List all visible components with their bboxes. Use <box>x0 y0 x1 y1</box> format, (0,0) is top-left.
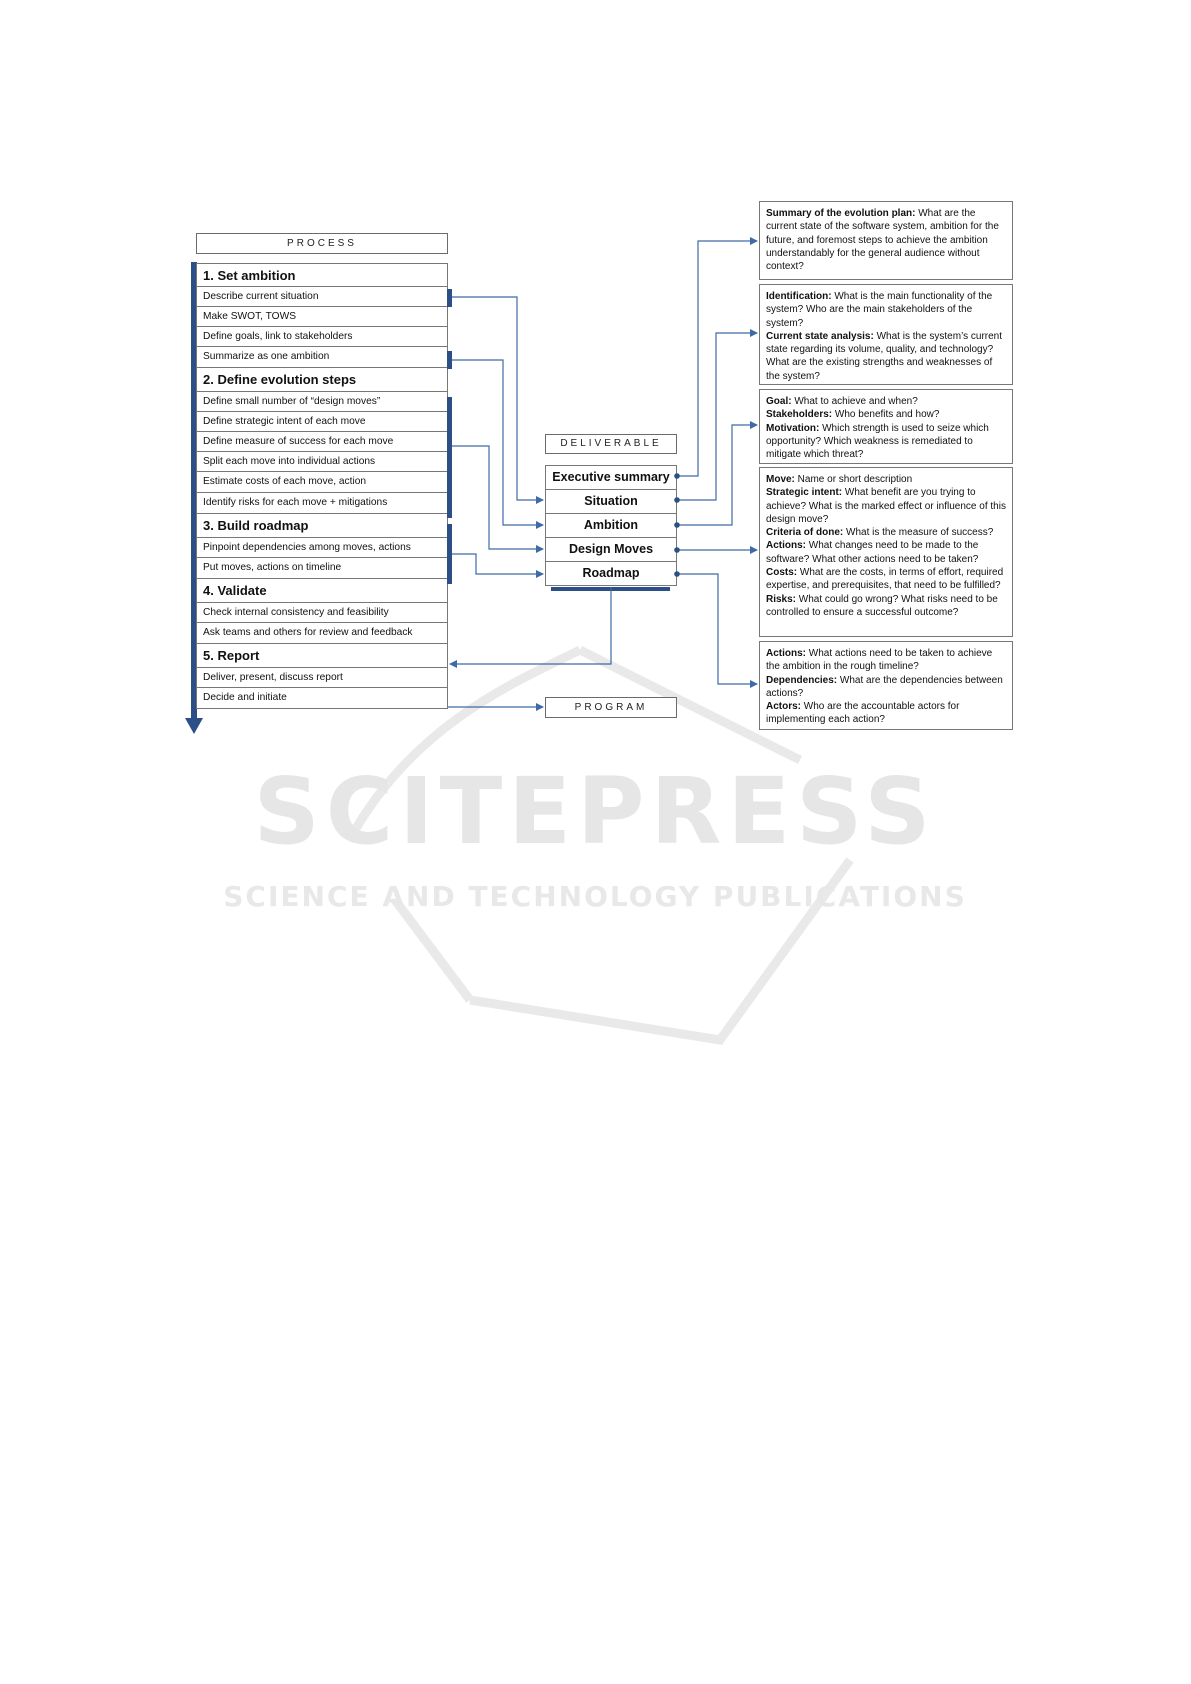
process-timeline-arrowhead <box>185 718 203 734</box>
description-label: Move: <box>766 474 795 485</box>
description-label: Summary of the evolution plan: <box>766 208 916 219</box>
deliverable-description-box <box>759 284 1013 385</box>
process-task: Define small number of “design moves” <box>196 392 448 412</box>
process-task: Define strategic intent of each move <box>196 412 448 432</box>
description-label: Dependencies: <box>766 674 838 686</box>
process-task: Put moves, actions on timeline <box>196 558 448 579</box>
description-label: Strategic intent: <box>766 487 843 499</box>
description-entry <box>766 290 1006 330</box>
link-ambition-desc <box>677 425 757 525</box>
description-label: Actors: <box>766 701 802 713</box>
process-task: Define measure of success for each move <box>196 432 448 452</box>
description-text: What is the main functionality of the system? Who are the main stakeholders of the system? <box>766 291 993 329</box>
description-label: Motivation: <box>766 422 820 434</box>
description-text: What are the costs, in terms of effort, required expertise, and prerequisites, that need to be fulfilled? <box>766 567 1004 592</box>
group-bar-situation <box>447 289 452 307</box>
description-text: Who are the accountable actors for implementing each action? <box>766 701 960 726</box>
link-roadmap-desc <box>677 574 757 684</box>
process-task: Identify risks for each move + mitigations <box>196 493 448 514</box>
description-label: Costs: <box>766 567 798 579</box>
description-text: Which strength is used to seize which opportunity? Which weakness is remediated to mitigate which threat? <box>766 422 989 461</box>
deliverable-description-box <box>759 467 1013 637</box>
link-roadmap-a <box>452 554 543 574</box>
description-label: Actions: <box>766 540 806 552</box>
deliverable-header <box>545 434 677 454</box>
process-step-heading: 1. Set ambition <box>196 263 448 287</box>
description-entry <box>766 473 1006 486</box>
deliverable-description-box <box>759 389 1013 464</box>
description-entry <box>766 539 1006 566</box>
deliverable-item: Design Moves <box>545 538 677 562</box>
process-task: Describe current situation <box>196 287 448 307</box>
deliverable-item: Roadmap <box>545 562 677 586</box>
description-text: What is the system’s current state regarding its volume, quality, and technology? What are the existing strengths and weaknesses of the system? <box>766 330 1003 382</box>
description-label: Identification: <box>766 291 832 302</box>
process-header <box>196 233 448 254</box>
process-task: Pinpoint dependencies among moves, actions <box>196 538 448 558</box>
description-entry <box>766 422 1006 462</box>
link-situation-desc <box>677 333 757 500</box>
description-entry <box>766 647 1006 674</box>
process-step-heading: 2. Define evolution steps <box>196 368 448 392</box>
description-entry <box>766 566 1006 593</box>
link-design-moves <box>452 446 543 549</box>
description-text: What benefit are you trying to achieve? What is the marked effect or influence of this design move? <box>766 487 1006 525</box>
deliverable-header-label: DELIVERABLE <box>560 438 662 449</box>
process-task: Define goals, link to stakeholders <box>196 327 448 347</box>
description-text: What are the dependencies between actions? <box>766 674 1003 699</box>
process-step-heading: 3. Build roadmap <box>196 514 448 538</box>
description-label: Criteria of done: <box>766 527 844 539</box>
link-exec-desc <box>677 241 757 476</box>
description-text: What changes need to be made to the software? What other actions need to be taken? <box>766 540 979 565</box>
description-text: What actions need to be taken to achieve the ambition in the rough timeline? <box>766 648 993 673</box>
process-step-heading: 5. Report <box>196 644 448 668</box>
group-bar-roadmap <box>447 524 452 584</box>
link-situation <box>452 297 543 500</box>
deliverable-item: Situation <box>545 490 677 514</box>
deliverable-item: Ambition <box>545 514 677 538</box>
description-text: Who benefits and how? <box>832 409 940 421</box>
group-bar-ambition <box>447 351 452 369</box>
deliverable-item: Executive summary <box>545 465 677 490</box>
process-task: Ask teams and others for review and feedback <box>196 623 448 644</box>
program-header <box>545 697 677 718</box>
deliverable-description-box <box>759 201 1013 280</box>
description-text: What to achieve and when? <box>791 396 918 407</box>
description-entry <box>766 526 1006 539</box>
process-task: Check internal consistency and feasibility <box>196 603 448 623</box>
process-task: Deliver, present, discuss report <box>196 668 448 688</box>
description-entry <box>766 395 1006 408</box>
description-label: Risks: <box>766 593 797 605</box>
process-task: Decide and initiate <box>196 688 448 709</box>
description-text: Name or short description <box>794 474 913 485</box>
description-entry <box>766 408 1006 421</box>
process-task: Make SWOT, TOWS <box>196 307 448 327</box>
description-entry <box>766 330 1006 383</box>
description-entry <box>766 207 1006 273</box>
watermark-title: SCITEPRESS <box>253 758 937 865</box>
description-entry <box>766 486 1006 526</box>
description-entry <box>766 593 1006 620</box>
process-task: Split each move into individual actions <box>196 452 448 472</box>
link-ambition <box>452 360 543 525</box>
process-step-heading: 4. Validate <box>196 579 448 603</box>
description-label: Actions: <box>766 648 806 659</box>
process-header-label: PROCESS <box>287 238 357 249</box>
deliverable-description-box <box>759 641 1013 730</box>
link-report <box>450 587 611 664</box>
description-label: Goal: <box>766 396 792 407</box>
deliverable-shadow-bar <box>551 587 670 591</box>
description-entry <box>766 674 1006 701</box>
description-entry <box>766 700 1006 727</box>
description-text: What could go wrong? What risks need to be controlled to ensure a successful outcome? <box>766 593 998 618</box>
description-label: Current state analysis: <box>766 330 874 342</box>
process-task: Estimate costs of each move, action <box>196 472 448 493</box>
program-header-label: PROGRAM <box>574 702 648 713</box>
group-bar-design-moves <box>447 397 452 518</box>
description-text: What is the measure of success? <box>843 527 994 539</box>
description-label: Stakeholders: <box>766 409 833 421</box>
process-task: Summarize as one ambition <box>196 347 448 368</box>
watermark-subtitle: SCIENCE AND TECHNOLOGY PUBLICATIONS <box>223 880 967 913</box>
description-text: What are the current state of the software system, ambition for the future, and foremost steps to achieve the ambition understandably for the general audience without context? <box>766 208 999 273</box>
